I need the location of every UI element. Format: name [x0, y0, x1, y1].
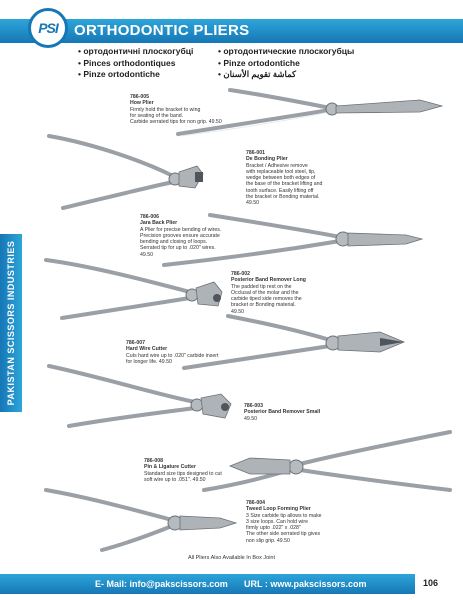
product-code: 786-003: [244, 403, 264, 409]
product-code: 786-001: [246, 150, 266, 156]
language-column-right: [218, 46, 354, 81]
product-name: Jara Back Plier: [140, 220, 178, 227]
product-text: 3 Size carbide tip allows to make: [246, 512, 322, 519]
language-item: • ортодонтичні плоскогубці: [78, 46, 193, 58]
product-text: Serrated tip for up to .020" wires.: [140, 245, 216, 252]
footer-email[interactable]: E- Mail: info@pakscissors.com: [95, 579, 228, 589]
footnote: All Pliers Also Available In Box Joint: [187, 555, 276, 561]
product-name: How Plier: [130, 100, 154, 107]
product-description: [140, 214, 280, 258]
product-text: A Plier for precise bending of wires.: [140, 226, 222, 233]
product-text: 49.50: [246, 200, 259, 207]
product-code: 786-004: [246, 500, 266, 506]
product-text: 49.50: [244, 415, 257, 422]
product-text: carbide tiped side removes the: [231, 296, 302, 303]
posterior-band-remover-small-image: [45, 362, 235, 430]
tweed-loop-forming-plier-image: [42, 486, 242, 554]
product-code: 786-007: [126, 340, 146, 346]
product-description: [130, 94, 270, 125]
product-name: Tweed Loop Forming Plier: [246, 506, 311, 513]
product-text: 49.50: [140, 251, 153, 258]
product-text: Occlusal of the molar and the: [231, 289, 299, 296]
product-text: with replaceable tool steel, tip,: [246, 168, 316, 175]
product-code: 786-005: [130, 94, 150, 100]
language-item: • كماشة تقويم الأسنان: [218, 69, 354, 81]
product-text: bracket or Bonding material.: [231, 302, 296, 309]
product-text: The other side serrated tip gives: [246, 531, 321, 538]
side-tab-label: PAKISTAN SCISSORS INDUSTRIES: [6, 240, 16, 406]
company-logo: [28, 8, 68, 48]
product-text: The padded tip rest on the: [231, 283, 292, 290]
product-code: 786-006: [140, 214, 160, 220]
product-text: Cuts hard wire up to .020" carbide insert: [126, 352, 219, 359]
product-text: 49.50: [231, 308, 244, 315]
product-description: [144, 458, 274, 483]
product-text: Firmly hold the bracket to wing: [130, 106, 201, 113]
product-text: firmly upto .022" x .028": [246, 525, 301, 532]
product-text: Precision grooves ensure accurate: [140, 232, 220, 239]
logo-text: PSI: [38, 20, 58, 36]
product-text: Standard size tips designed to cut: [144, 470, 222, 477]
product-name: Posterior Band Remover Small: [244, 409, 321, 416]
product-text: Carbide serrated tips for non grip. 49.50: [130, 119, 222, 126]
product-text: the base of the bracket lifting and: [246, 181, 323, 188]
product-text: Bracket / Adhesive remove: [246, 162, 308, 169]
page-number: 106: [423, 578, 439, 588]
product-text: the bracket or Bonding material.: [246, 194, 320, 201]
product-description: [231, 271, 366, 315]
footer-url[interactable]: URL : www.pakscissors.com: [244, 579, 367, 589]
product-description: [246, 150, 381, 207]
product-code: 786-008: [144, 458, 164, 464]
product-text: tooth surface. Easily lifting off: [246, 187, 314, 194]
product-code: 786-002: [231, 271, 251, 277]
product-text: soft wire up to .051". 49.50: [144, 476, 206, 483]
product-description: [246, 500, 376, 544]
product-text: for seating of the band.: [130, 112, 184, 119]
language-item: • Pinze ortodontiche: [218, 58, 354, 70]
product-text: wedge between both edges of: [246, 175, 316, 182]
product-text: for longer life. 49.50: [126, 358, 172, 365]
product-description: [244, 403, 374, 422]
language-item: • Pinze ortodontiche: [78, 69, 193, 81]
product-name: Hard Wire Cutter: [126, 346, 168, 353]
de-bonding-plier-image: [45, 132, 210, 212]
language-item: • ортодонтические плоскогубцы: [218, 46, 354, 58]
product-description: [126, 340, 281, 365]
product-name: Posterior Band Remover Long: [231, 277, 306, 284]
product-name: Pin & Ligature Cutter: [144, 464, 196, 471]
language-column-left: [78, 46, 193, 81]
product-text: bending and closing of loops.: [140, 239, 208, 246]
product-name: De Bonding Plier: [246, 156, 288, 163]
product-text: non slip grip. 49.50: [246, 537, 290, 544]
language-item: • Pinces orthodontiques: [78, 58, 193, 70]
product-text: 3 size loops. Can hold wire: [246, 518, 308, 525]
page-title: ORTHODONTIC PLIERS: [74, 22, 250, 39]
